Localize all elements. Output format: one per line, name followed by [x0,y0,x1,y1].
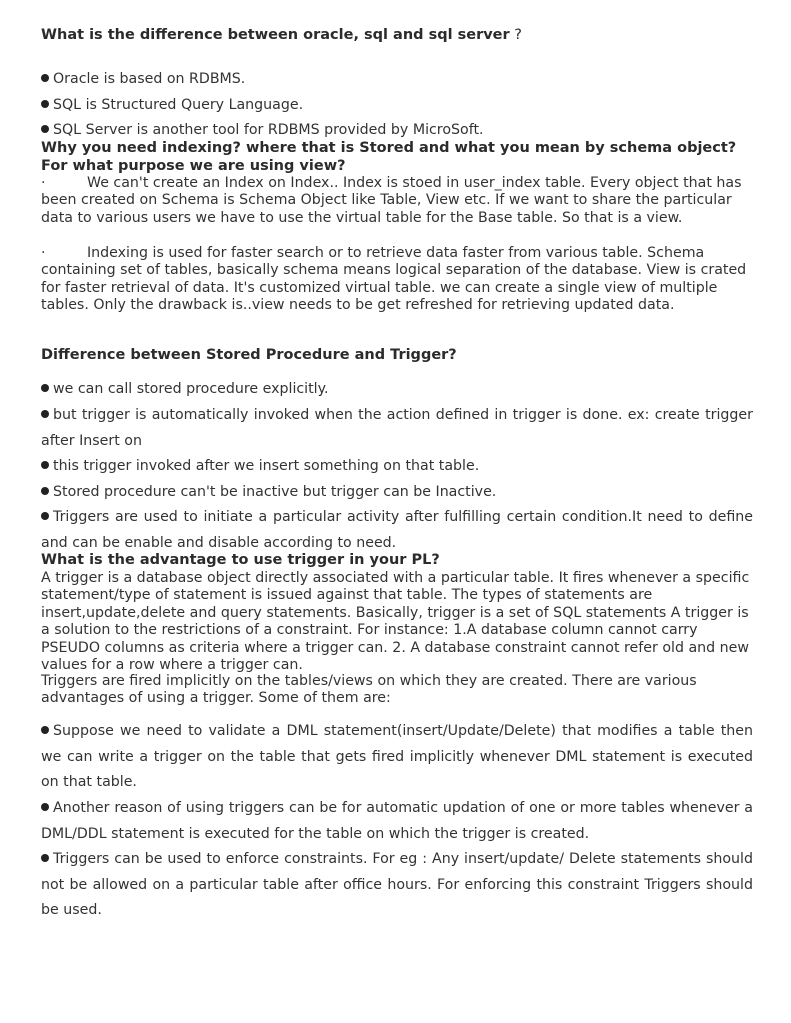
q4-heading: What is the advantage to use trigger in your PL? [41,552,440,568]
q4-paragraph: Triggers are fired implicitly on the tables/views on which they are created. There are various advantages of using a trigger. Some of them are: [41,673,697,707]
bullet-icon [41,487,49,495]
q2-paragraph: · Indexing is used for faster search or to retrieve data faster from various table. Schema containing set of tables, basically schema means logical separation of the database. View is crated for faster retrieval of data. It's customized virtual table. we can create a single view of multiple tables. Only the drawback is..view needs to be get refreshed for retrieving updated data. [41,245,747,314]
q3-bullet: but trigger is automatically invoked when the action defined in trigger is done. ex: create trigger after Insert on [41,407,753,449]
bullet-icon [41,854,49,862]
q1-bullet: Oracle is based on RDBMS. [41,67,753,93]
q2-marker: · [41,175,46,191]
q3-heading: Difference between Stored Procedure and Trigger? [41,347,457,363]
bullet-icon [41,803,49,811]
bullet-icon [41,726,49,734]
bullet-icon [41,512,49,520]
q4-paragraph: A trigger is a database object directly associated with a particular table. It fires whenever a specific statement/type of statement is issued against that table. The types of statements are insert,update,delete and query statements. Basically, trigger is a set of SQL statements A trigger is a solution to the restrictions of a constraint. For instance: 1.A database column cannot carry PSEUDO columns as criteria where a trigger can. 2. A database constraint cannot refer old and new values for a row where a trigger can. [41,570,750,674]
q4-bullet: Triggers can be used to enforce constraints. For eg : Any insert/update/ Delete statements should not be allowed on a particular table after office hours. For enforcing this constraint Triggers should be used. [41,851,753,919]
q1-title: What is the difference between oracle, sql and sql server [41,27,510,43]
q3-bullet: Triggers are used to initiate a particular activity after fulfilling certain condition.It need to define and can be enable and disable according to need. [41,509,753,551]
q3-bullet: we can call stored procedure explicitly. [41,377,753,403]
q1-suffix: ? [509,27,522,43]
q4-bullet: Suppose we need to validate a DML statement(insert/Update/Delete) that modifies a table then we can write a trigger on the table that gets fired implicitly whenever DML statement is executed on that table. [41,723,753,791]
bullet-icon [41,74,49,82]
q3-bullet: Stored procedure can't be inactive but trigger can be Inactive. [41,480,753,506]
bullet-icon [41,384,49,392]
q1-bullet: SQL is Structured Query Language. [41,93,753,119]
q2-marker: · [41,245,46,261]
bullet-icon [41,100,49,108]
bullet-icon [41,461,49,469]
q1-heading [41,27,753,45]
bullet-icon [41,410,49,418]
q4-bullet: Another reason of using triggers can be for automatic updation of one or more tables whenever a DML/DDL statement is executed for the table on which the trigger is created. [41,800,753,842]
q2-paragraph: · We can't create an Index on Index.. Index is stoed in user_index table. Every object that has been created on Schema is Schema Object like Table, View etc. If we want to share the particular data to various users we have to use the virtual table for the Base table. So that is a view. [41,175,742,226]
q1-bullet: SQL Server is another tool for RDBMS provided by MicroSoft. [41,118,753,144]
q2-heading: Why you need indexing? where that is Stored and what you mean by schema object? For what purpose we are using view? [41,140,737,174]
q3-bullet: this trigger invoked after we insert something on that table. [41,454,753,480]
bullet-icon [41,125,49,133]
